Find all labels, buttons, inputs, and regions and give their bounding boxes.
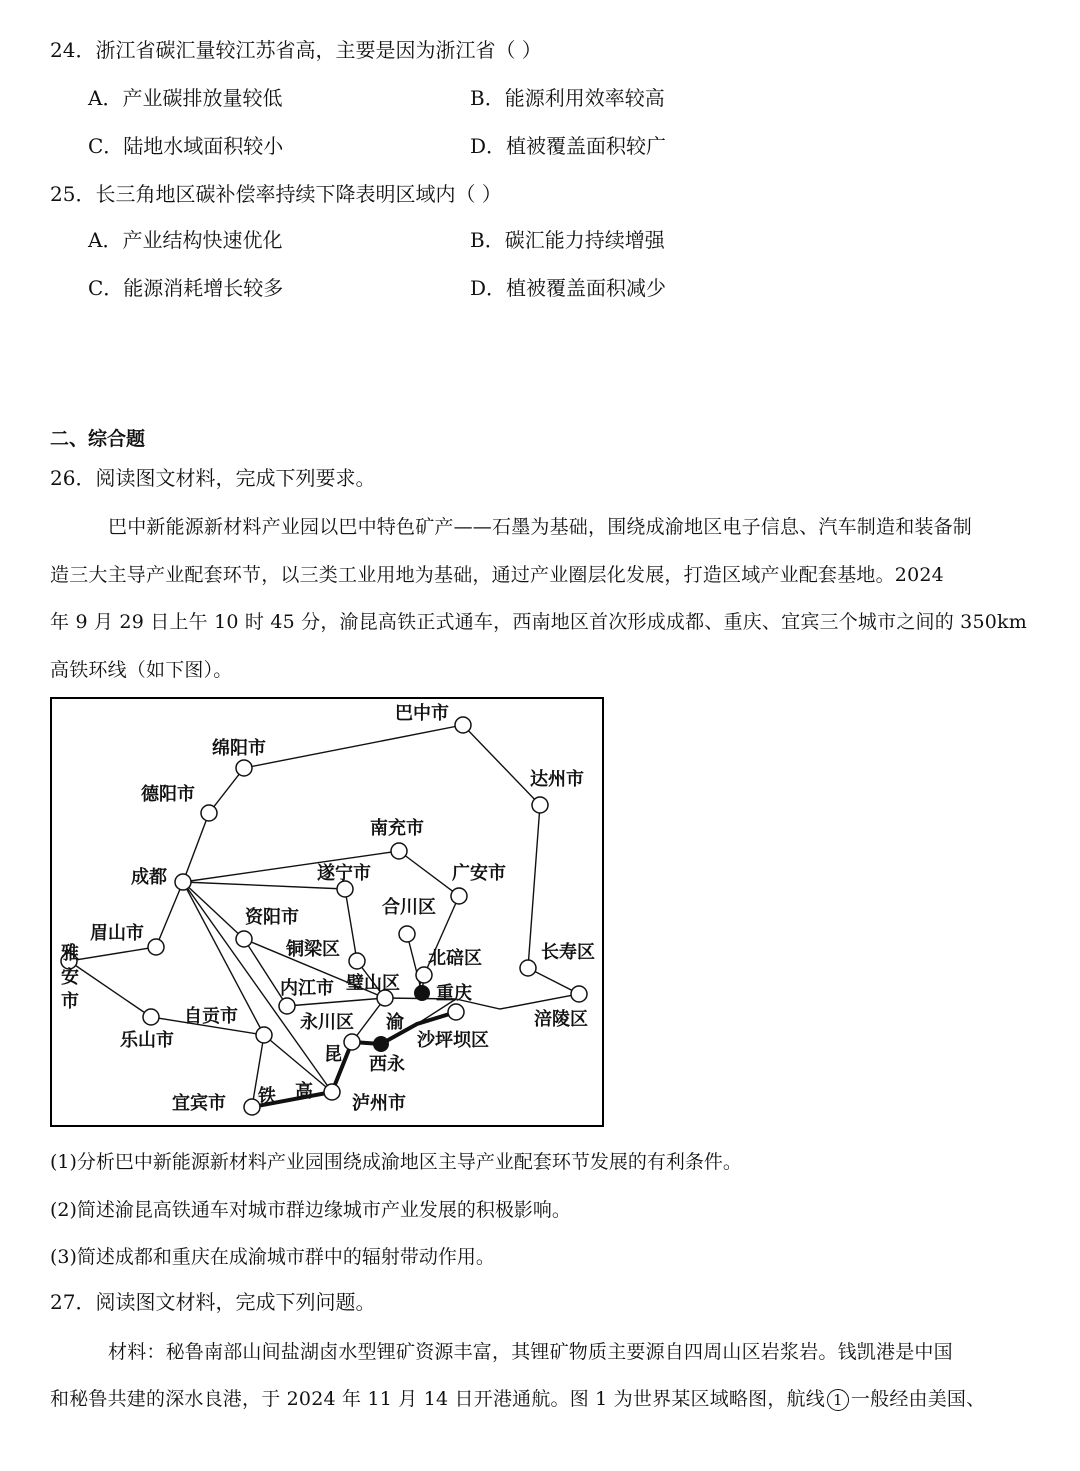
label-deyang: 德阳市 bbox=[141, 784, 195, 805]
q26-sub-1: (1)分析巴中新能源新材料产业园围绕成渝地区主导产业配套环节发展的有利条件。 bbox=[50, 1151, 742, 1173]
q26-paragraph-line-1: 巴中新能源新材料产业园以巴中特色矿产——石墨为基础，围绕成渝地区电子信息、汽车制造和装备制 bbox=[108, 516, 973, 538]
railway-map bbox=[50, 697, 604, 1127]
option-25-c[interactable]: C．能源消耗增长较多 bbox=[88, 276, 284, 300]
label-mianyang: 绵阳市 bbox=[212, 738, 266, 759]
label-shapingba: 沙坪坝区 bbox=[417, 1030, 489, 1051]
label-fuling: 涪陵区 bbox=[534, 1009, 588, 1030]
label-yibin: 宜宾市 bbox=[172, 1093, 226, 1114]
label-beibei: 北碚区 bbox=[428, 948, 482, 969]
label-suining: 遂宁市 bbox=[317, 863, 371, 884]
label-tie: 铁 bbox=[258, 1086, 276, 1107]
question-27-stem: 27．阅读图文材料，完成下列问题。 bbox=[50, 1290, 376, 1314]
label-yaan-2: 安 bbox=[61, 967, 79, 988]
label-kun: 昆 bbox=[324, 1044, 342, 1065]
option-24-b[interactable]: B．能源利用效率较高 bbox=[470, 86, 665, 110]
label-nanchong: 南充市 bbox=[370, 818, 424, 839]
option-25-a[interactable]: A．产业结构快速优化 bbox=[88, 228, 283, 252]
label-guangan: 广安市 bbox=[452, 863, 506, 884]
q27-paragraph-line-2-b: 一般经由美国、 bbox=[850, 1388, 986, 1410]
option-25-d[interactable]: D．植被覆盖面积减少 bbox=[470, 276, 667, 300]
option-24-c[interactable]: C．陆地水域面积较小 bbox=[88, 134, 284, 158]
option-24-d[interactable]: D．植被覆盖面积较广 bbox=[470, 134, 667, 158]
label-bazhong: 巴中市 bbox=[395, 703, 449, 724]
q26-sub-2: (2)简述渝昆高铁通车对城市群边缘城市产业发展的积极影响。 bbox=[50, 1199, 571, 1221]
label-tongliang: 铜梁区 bbox=[286, 939, 340, 960]
label-neijiang: 内江市 bbox=[280, 978, 334, 999]
q27-paragraph-line-2 bbox=[50, 1384, 985, 1411]
label-hechuan: 合川区 bbox=[382, 897, 436, 918]
label-yaan-1: 雅 bbox=[61, 943, 79, 964]
q26-paragraph-line-3: 年 9 月 29 日上午 10 时 45 分，渝昆高铁正式通车，西南地区首次形成成都、重庆、宜宾三个城市之间的 350km bbox=[50, 611, 1027, 633]
q26-paragraph-line-4: 高铁环线（如下图）。 bbox=[50, 659, 233, 681]
section-title: 二、综合题 bbox=[50, 428, 146, 450]
label-yu: 渝 bbox=[386, 1012, 404, 1033]
q26-paragraph-line-2: 造三大主导产业配套环节，以三类工业用地为基础，通过产业圈层化发展，打造区域产业配套基地。2024 bbox=[50, 564, 944, 586]
q27-paragraph-line-2-a: 和秘鲁共建的深水良港，于 2024 年 11 月 14 日开港通航。图 1 为世界某区域略图，航线 bbox=[50, 1388, 825, 1410]
option-24-a[interactable]: A．产业碳排放量较低 bbox=[88, 86, 283, 110]
label-meishan: 眉山市 bbox=[90, 923, 144, 944]
label-changshou: 长寿区 bbox=[541, 942, 595, 963]
label-bishan: 璧山区 bbox=[346, 973, 400, 994]
question-25-stem: 25．长三角地区碳补偿率持续下降表明区域内（ ） bbox=[50, 182, 502, 206]
label-chengdu: 成都 bbox=[131, 867, 167, 888]
label-luzhou: 泸州市 bbox=[352, 1093, 406, 1114]
label-dazhou: 达州市 bbox=[530, 769, 584, 790]
question-26-stem: 26．阅读图文材料，完成下列要求。 bbox=[50, 466, 376, 490]
option-25-b[interactable]: B．碳汇能力持续增强 bbox=[470, 228, 665, 252]
label-leshan: 乐山市 bbox=[120, 1030, 174, 1051]
q27-paragraph-line-1: 材料：秘鲁南部山间盐湖卤水型锂矿资源丰富，其锂矿物质主要源自四周山区岩浆岩。钱凯港是中国 bbox=[108, 1341, 953, 1363]
label-ziyang: 资阳市 bbox=[245, 907, 299, 928]
label-yongchuan: 永川区 bbox=[300, 1012, 354, 1033]
label-gao: 高 bbox=[295, 1081, 313, 1102]
q26-sub-3: (3)简述成都和重庆在成渝城市群中的辐射带动作用。 bbox=[50, 1246, 495, 1268]
label-zigong: 自贡市 bbox=[184, 1006, 238, 1027]
label-xiyong: 西永 bbox=[369, 1054, 405, 1075]
circled-number-1: 1 bbox=[827, 1389, 849, 1411]
question-24-stem: 24．浙江省碳汇量较江苏省高，主要是因为浙江省（ ） bbox=[50, 38, 542, 62]
label-yaan-3: 市 bbox=[61, 991, 79, 1012]
label-chongqing: 重庆 bbox=[436, 983, 472, 1004]
